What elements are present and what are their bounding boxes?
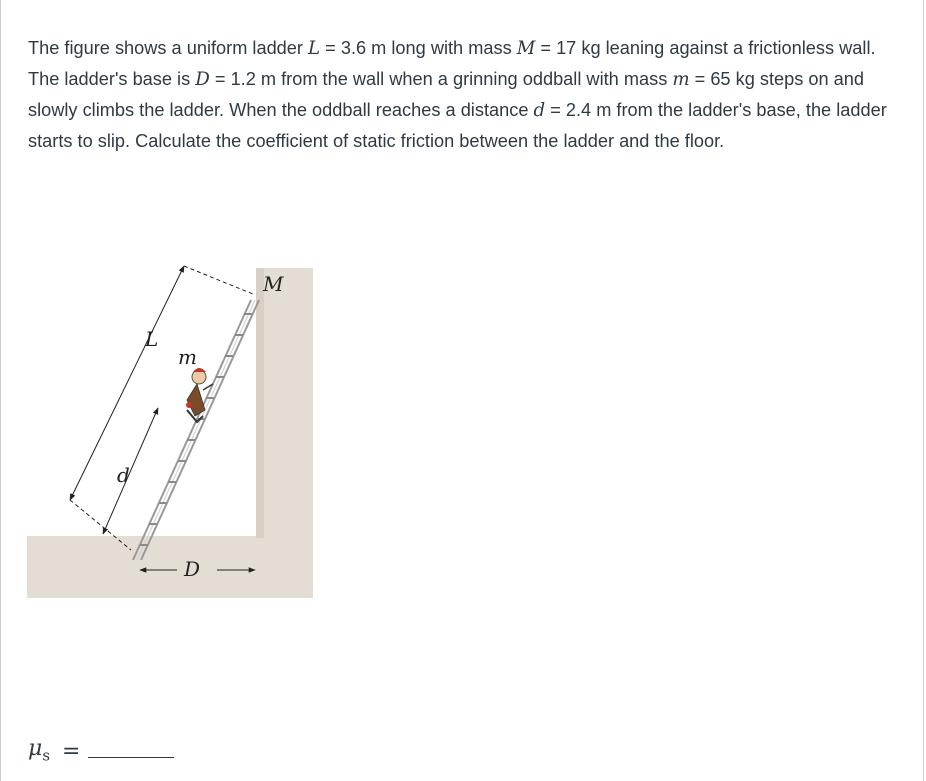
label-d: d: [117, 463, 130, 487]
text-segment: = 2.4 m from the ladder's base, the ladder starts to slip. Calculate the coefficient of static friction between the ladder and the floor.: [28, 100, 887, 151]
ladder-figure: [27, 260, 313, 600]
label-L: L: [145, 327, 159, 351]
d-dimension-line: [103, 408, 158, 534]
mu-s-symbol: $\mu_s$: [28, 735, 51, 764]
answer-blank[interactable]: [88, 756, 174, 758]
var-m: m: [672, 69, 690, 90]
text-segment: = 65 kg steps on and slowly climbs the ladder. When the oddball reaches a distance: [28, 69, 865, 120]
label-M: M: [263, 272, 284, 296]
var-d: d: [533, 100, 546, 121]
equals-sign: =: [62, 739, 81, 764]
answer-row: [28, 732, 174, 764]
text-segment: = 17 kg leaning against a frictionless wall. The ladder's base is: [28, 38, 876, 89]
wall: [256, 268, 313, 538]
text-segment: = 1.2 m from the wall when a grinning oddball with mass: [209, 69, 673, 89]
text-segment: The figure shows a uniform ladder: [28, 38, 309, 58]
var-D: D: [195, 69, 210, 90]
question-text: [28, 33, 898, 156]
var-M: M: [516, 38, 536, 59]
floor: [27, 536, 313, 598]
text-segment: = 3.6 m long with mass: [320, 38, 517, 58]
label-D: D: [184, 557, 201, 581]
label-m: m: [178, 345, 197, 369]
var-L: L: [308, 38, 321, 59]
